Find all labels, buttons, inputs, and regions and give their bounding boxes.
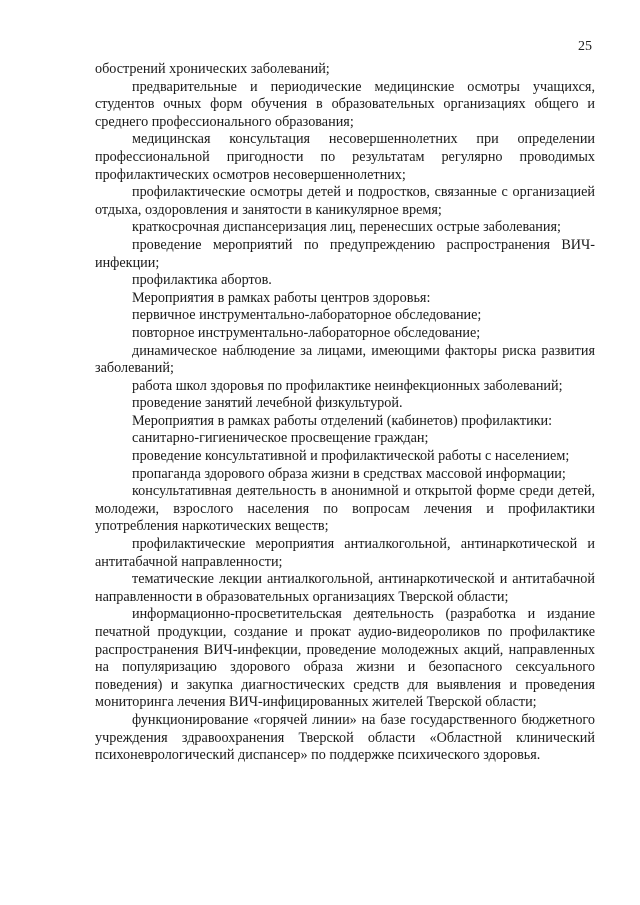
paragraph: пропаганда здорового образа жизни в средствах массовой информации;: [132, 465, 566, 482]
paragraph: обострений хронических заболеваний;: [95, 61, 330, 77]
paragraph: профилактические мероприятия антиалкогольной, антинаркотической и антитабачной направленности;: [95, 536, 595, 570]
paragraph: тематические лекции антиалкогольной, антинаркотической и антитабачной направленности в образовательных организациях Тверской области;: [95, 571, 595, 605]
paragraph: первичное инструментально-лабораторное обследование;: [132, 307, 482, 324]
paragraph: повторное инструментально-лабораторное обследование;: [132, 324, 481, 341]
body-text: [95, 61, 595, 765]
page-number: 25: [578, 39, 592, 54]
paragraph: проведение занятий лечебной физкультурой.: [132, 395, 403, 412]
paragraph: Мероприятия в рамках работы центров здоровья:: [132, 289, 431, 306]
paragraph: профилактические осмотры детей и подростков, связанные с организацией отдыха, оздоровления и занятости в каникулярное время;: [95, 184, 595, 218]
paragraph: Мероприятия в рамках работы отделений (кабинетов) профилактики:: [132, 412, 553, 429]
paragraph: медицинская консультация несовершеннолетних при определении профессиональной пригодности по результатам регулярно проводимых профилактических осмотров несовершеннолетних;: [95, 131, 595, 183]
paragraph: санитарно-гигиеническое просвещение граждан;: [132, 430, 429, 447]
paragraph: краткосрочная диспансеризация лиц, перенесших острые заболевания;: [132, 219, 561, 236]
paragraph: консультативная деятельность в анонимной и открытой форме среди детей, молодежи, взрослого населения по вопросам лечения и профилактики употребления наркотических веществ;: [95, 483, 595, 535]
paragraph: проведение консультативной и профилактической работы с населением;: [132, 448, 570, 465]
paragraph: работа школ здоровья по профилактике неинфекционных заболеваний;: [132, 377, 563, 394]
paragraph: функционирование «горячей линии» на базе государственного бюджетного учреждения здравоохранения Тверской области «Областной клинический психоневрологический диспансер» по поддержке психического здоровья.: [95, 711, 595, 764]
paragraph: динамическое наблюдение за лицами, имеющими факторы риска развития заболеваний;: [95, 342, 595, 377]
paragraph: профилактика абортов.: [132, 272, 272, 289]
paragraph: проведение мероприятий по предупреждению распространения ВИЧ-инфекции;: [95, 236, 595, 271]
paragraph: информационно-просветительская деятельность (разработка и издание печатной продукции, создание и прокат аудио-видеороликов по профилактике распространения ВИЧ-инфекции, проведение молодежных акций, направленных на популяризацию здорового образа жизни и безопасного сексуального поведения) и закупка диагностических средств для выявления и проведения мониторинга лечения ВИЧ-инфицированных жителей Тверской области;: [95, 606, 595, 711]
paragraph: предварительные и периодические медицинские осмотры учащихся, студентов очных форм обучения в образовательных организациях общего и среднего профессионального образования;: [95, 78, 595, 130]
